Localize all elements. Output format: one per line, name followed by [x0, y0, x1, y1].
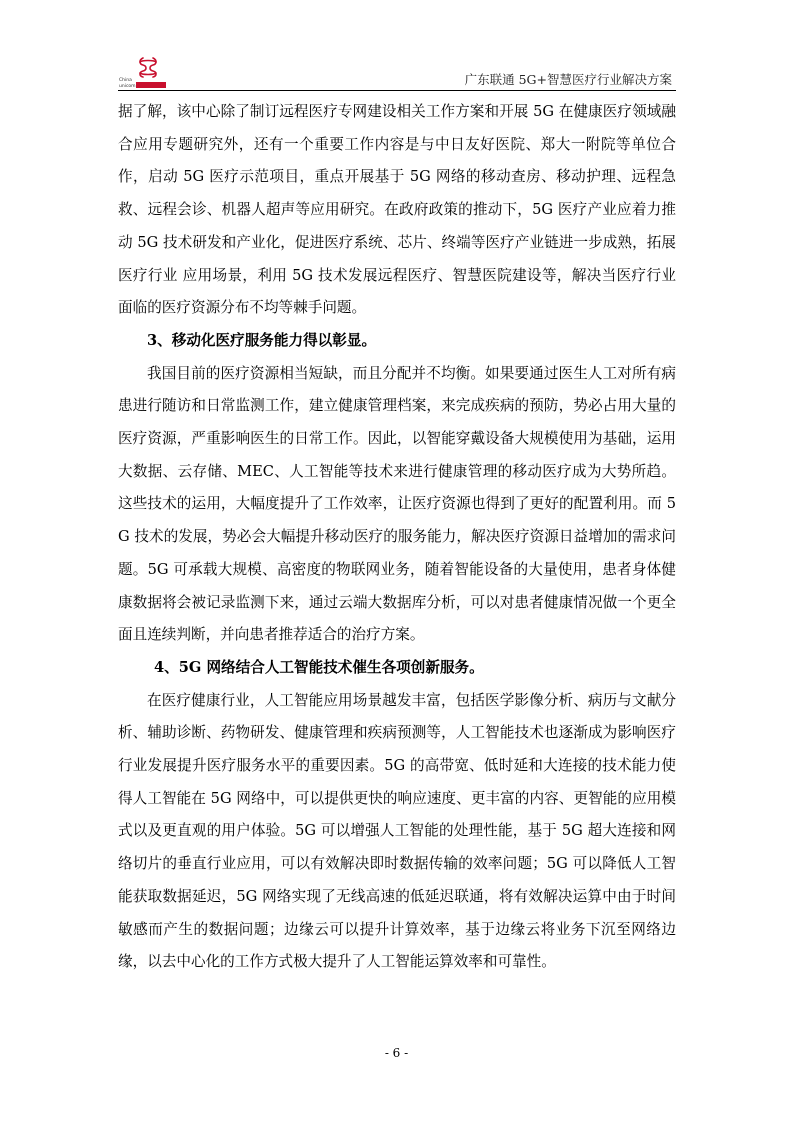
section-heading-4: 4、5G 网络结合人工智能技术催生各项创新服务。 — [154, 658, 484, 676]
paragraph-mobile-medical: 我国目前的医疗资源相当短缺，而且分配并不均衡。如果要通过医生人工对所有病患进行随访和日常监测工作，建立健康管理档案，来完成疾病的预防，势必占用大量的医疗资源，严重影响医生的日常工作。因此，以智能穿戴设备大规模使用为基础，运用大数据、云存储、MEC、人工智能等技术来进行健康管理的移动医疗成为大势所趋。这些技术的运用，大幅度提升了工作效率，让医疗资源也得到了更好的配置利用。而 5G 技术的发展，势必会大幅提升移动医疗的服务能力，解决医疗资源日益增加的需求问题。5G 可承载大规模、高密度的物联网业务，随着智能设备的大量使用，患者身体健康数据将会被记录监测下来，通过云端大数据库分析，可以对患者健康情况做一个更全面且连续判断，并向患者推荐适合的治疗方案。 — [118, 364, 676, 644]
page-body — [118, 96, 676, 979]
paragraph-5g-medical-demo: 据了解，该中心除了制订远程医疗专网建设相关工作方案和开展 5G 在健康医疗领域融合应用专题研究外，还有一个重要工作内容是与中日友好医院、郑大一附院等单位合作，启动 5G 医疗示范项目，重点开展基于 5G 网络的移动查房、移动护理、远程急救、远程会诊、机器人超声等应用研究。在政府政策的推动下，5G 医疗产业应着力推动 5G 技术研发和产业化，促进医疗系统、芯片、终端等医疗产业链进一步成熟，拓展医疗行业 应用场景，利用 5G 技术发展远程医疗、智慧医院建设等，解决当医疗行业面临的医疗资源分布不均等棘手问题。 — [118, 103, 676, 317]
header-divider — [118, 90, 676, 91]
page-header — [118, 56, 676, 90]
svg-text:China: China — [119, 78, 132, 83]
paragraph-5g-ai: 在医疗健康行业，人工智能应用场景越发丰富，包括医学影像分析、病历与文献分析、辅助诊断、药物研发、健康管理和疾病预测等，人工智能技术也逐渐成为影响医疗行业发展提升医疗服务水平的重要因素。5G 的高带宽、低时延和大连接的技术能力使得人工智能在 5G 网络中，可以提供更快的响应速度、更丰富的内容、更智能的应用模式以及更直观的用户体验。5G 可以增强人工智能的处理性能，基于 5G 超大连接和网络切片的垂直行业应用，可以有效解决即时数据传输的效率问题；5G 可以降低人工智能获取数据延迟，5G 网络实现了无线高速的低延迟联通，将有效解决运算中由于时间敏感而产生的数据问题；边缘云可以提升计算效率，基于边缘云将业务下沉至网络边缘，以去中心化的工作方式极大提升了人工智能运算效率和可靠性。 — [118, 691, 676, 971]
page-number: - 6 - — [384, 1046, 409, 1060]
document-title: 广东联通 5G+智慧医疗行业解决方案 — [464, 72, 672, 87]
china-unicom-logo — [118, 56, 178, 90]
svg-text:unicom: unicom — [119, 84, 136, 89]
section-heading-3: 3、移动化医疗服务能力得以彰显。 — [147, 331, 377, 349]
